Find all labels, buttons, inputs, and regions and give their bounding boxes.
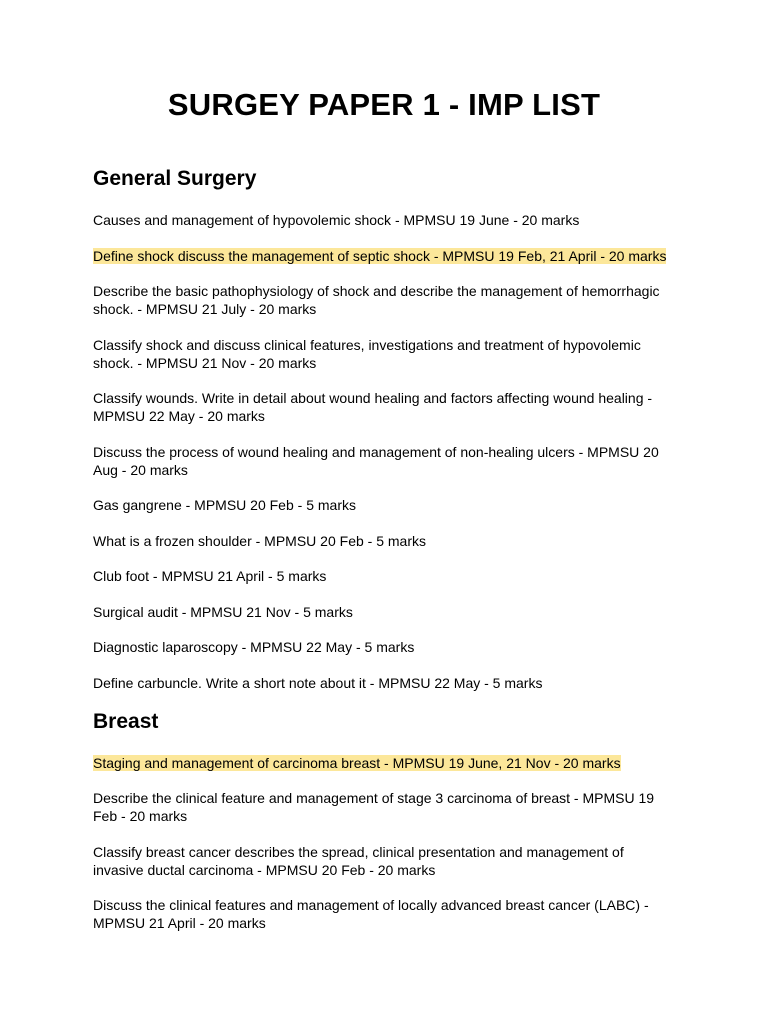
list-item [93,638,675,656]
item-text: Discuss the process of wound healing and management of non-healing ulcers - MPMSU 20 Aug - 20 marks [93,443,659,478]
list-item [93,282,675,318]
item-text: Define carbuncle. Write a short note about it - MPMSU 22 May - 5 marks [93,674,543,691]
item-text: Discuss the clinical features and management of locally advanced breast cancer (LABC) - MPMSU 21 April - 20 marks [93,897,649,931]
item-text: Surgical audit - MPMSU 21 Nov - 5 marks [93,603,353,620]
item-text: Describe the clinical feature and management of stage 3 carcinoma of breast - MPMSU 19 Feb - 20 marks [93,790,655,824]
item-text: Club foot - MPMSU 21 April - 5 marks [93,568,327,584]
list-item [93,443,675,479]
document-title: SURGEY PAPER 1 - IMP LIST [167,87,601,122]
item-text: Describe the basic pathophysiology of shock and describe the management of hemorrhagic shock. - MPMSU 21 July - 20 marks [93,283,660,317]
item-text: Classify shock and discuss clinical features, investigations and treatment of hypovolemic shock. - MPMSU 21 Nov - 20 marks [93,336,641,371]
list-item-highlighted [93,247,675,265]
list-item [93,532,675,550]
list-item [93,896,675,932]
item-text: Causes and management of hypovolemic shock - MPMSU 19 June - 20 marks [93,212,580,228]
list-item [93,843,675,879]
item-text: Gas gangrene - MPMSU 20 Feb - 5 marks [93,497,356,513]
list-item [93,567,675,585]
section-heading-general-surgery: General Surgery [93,167,257,190]
list-item [93,336,675,372]
section-heading-breast: Breast [93,709,159,733]
list-item [93,389,675,425]
list-item [93,789,675,825]
list-item [93,211,675,229]
item-text-highlighted: Staging and management of carcinoma breast - MPMSU 19 June, 21 Nov - 20 marks [93,754,621,771]
list-item [93,496,675,514]
list-item [93,674,675,692]
item-text: Classify wounds. Write in detail about wound healing and factors affecting wound healing - MPMSU 22 May - 20 marks [93,390,653,424]
general-surgery-list [93,211,675,692]
list-item-highlighted [93,754,675,772]
item-text: Classify breast cancer describes the spread, clinical presentation and management of invasive ductal carcinoma - MPMSU 20 Feb - 20 marks [93,843,624,878]
item-text: Diagnostic laparoscopy - MPMSU 22 May - 5 marks [93,639,415,655]
item-text-highlighted: Define shock discuss the management of septic shock - MPMSU 19 Feb, 21 April - 20 marks [93,247,667,264]
breast-list [93,754,675,933]
item-text: What is a frozen shoulder - MPMSU 20 Feb - 5 marks [93,532,426,549]
list-item [93,603,675,621]
